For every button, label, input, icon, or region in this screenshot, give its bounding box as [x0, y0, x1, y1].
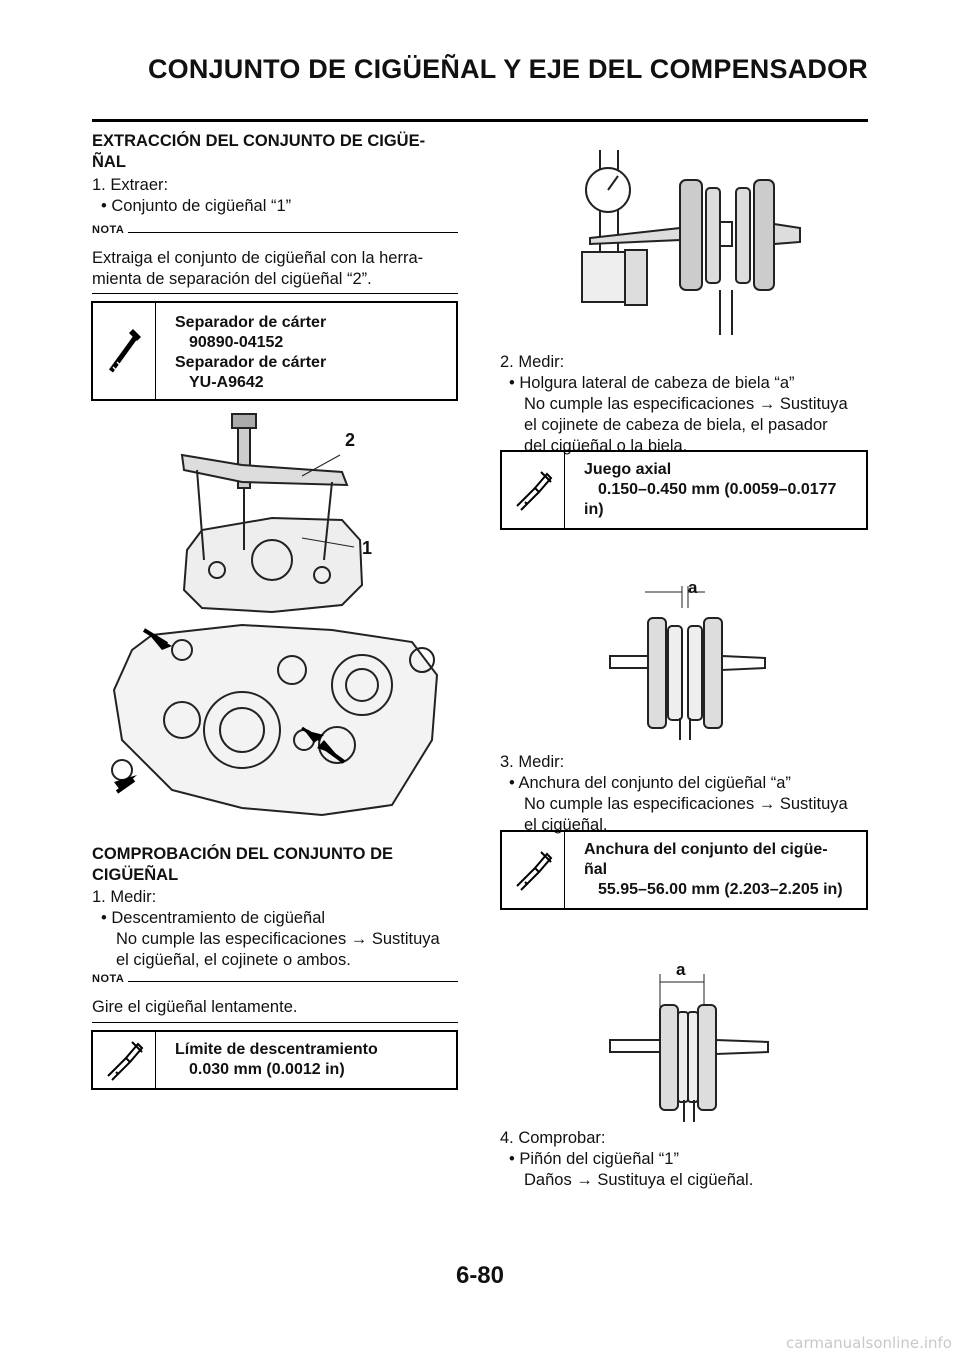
figure-label-1: 1 — [362, 538, 373, 558]
body-text: No cumple las especificaciones → Sustituya el cigüeñal. — [524, 795, 848, 834]
tool-box — [91, 301, 458, 401]
crank-width-figure — [600, 960, 780, 1125]
nota-end-rule — [92, 1022, 458, 1023]
page-number: 6-80 — [455, 1262, 505, 1289]
nota-header: NOTA — [92, 224, 458, 236]
side-clearance-figure — [600, 578, 780, 743]
nota-end-rule — [92, 293, 458, 294]
body-text: No cumple las especificaciones → Sustituya el cojinete de cabeza de biela, el pasador del cigüeñal o la biela. — [524, 395, 848, 455]
figure-label-2: 2 — [345, 430, 356, 450]
nota-text: Extraiga el conjunto de cigüeñal con la herra- mienta de separación del cigüeñal “2”. — [92, 249, 424, 288]
spec-box-content: Límite de descentramiento 0.030 mm (0.0012 in) — [175, 1041, 378, 1078]
figure-label-a: a — [688, 578, 698, 597]
bullet-text: • Descentramiento de cigüeñal — [101, 909, 326, 927]
crankcase-separator-figure — [92, 410, 458, 835]
step-text: 4. Comprobar: — [500, 1129, 606, 1147]
bullet-text: • Conjunto de cigüeñal “1” — [101, 197, 292, 215]
watermark[interactable]: carmanualsonline.info — [786, 1334, 952, 1352]
nota-text: Gire el cigüeñal lentamente. — [92, 998, 298, 1016]
page-title: CONJUNTO DE CIGÜEÑAL Y EJE DEL COMPENSADOR — [147, 54, 868, 84]
bullet-text: • Holgura lateral de cabeza de biela “a” — [509, 374, 795, 392]
caliper-icon — [502, 832, 565, 908]
header-rule — [92, 119, 868, 122]
tool-icon — [93, 303, 156, 399]
nota-header: NOTA — [92, 973, 458, 985]
spec-box-crank-width — [500, 830, 868, 910]
spec-box-content: Anchura del conjunto del cigüe- ñal 55.95–56.00 mm (2.203–2.205 in) — [584, 841, 843, 898]
spec-box-content: Juego axial 0.150–0.450 mm (0.0059–0.0177 in) — [584, 461, 837, 518]
step-text: 3. Medir: — [500, 753, 565, 771]
spec-box-runout — [91, 1030, 458, 1090]
step-text: 1. Medir: — [92, 888, 157, 906]
caliper-icon — [93, 1032, 156, 1088]
runout-dial-gauge-figure — [570, 140, 820, 345]
caliper-icon — [502, 452, 565, 528]
body-text: Daños → Sustituya el cigüeñal. — [524, 1171, 754, 1189]
body-text: No cumple las especificaciones → Sustituya el cigüeñal, el cojinete o ambos. — [116, 930, 440, 969]
bullet-text: • Anchura del conjunto del cigüeñal “a” — [509, 774, 791, 792]
spec-box-side-clearance — [500, 450, 868, 530]
bullet-text: • Piñón del cigüeñal “1” — [509, 1150, 679, 1168]
step-text: 2. Medir: — [500, 353, 565, 371]
figure-label-a: a — [676, 960, 686, 979]
section-heading-extraction: EXTRACCIÓN DEL CONJUNTO DE CIGÜE- ÑAL — [92, 132, 426, 171]
section-heading-check: COMPROBACIÓN DEL CONJUNTO DE CIGÜEÑAL — [92, 845, 393, 884]
step-text: 1. Extraer: — [92, 176, 169, 194]
tool-box-content: Separador de cárter 90890-04152 Separador de cárter YU-A9642 — [175, 314, 327, 391]
